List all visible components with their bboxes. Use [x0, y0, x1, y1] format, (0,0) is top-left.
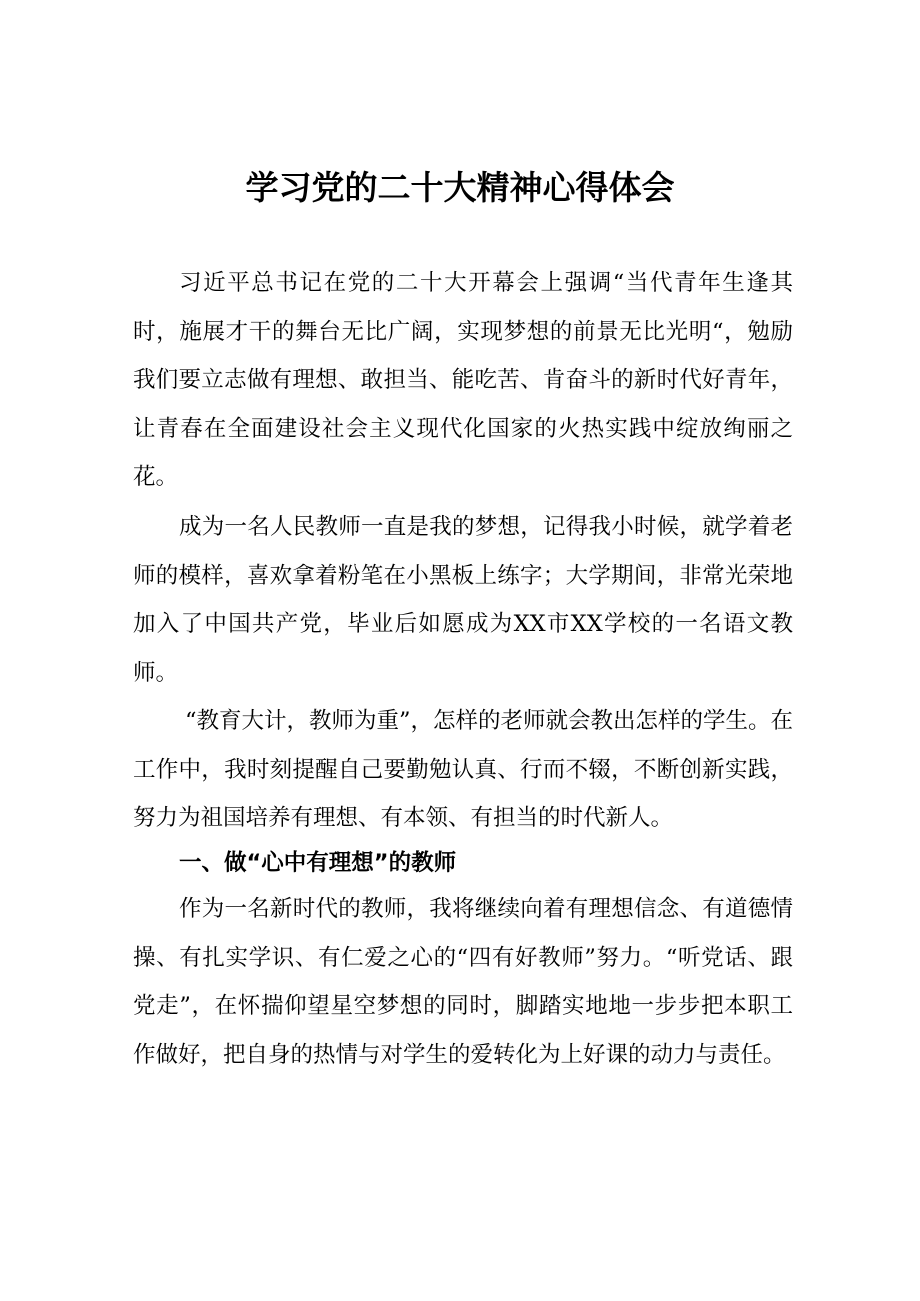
paragraph-education: “教育大计，教师为重”，怎样的老师就会教出怎样的学生。在工作中，我时刻提醒自己要勤勉认真、行而不辍，不断创新实践，努力为祖国培养有理想、有本领、有担当的时代新人。 — [133, 708, 794, 831]
paragraph-intro: 习近平总书记在党的二十大开幕会上强调“当代青年生逢其时，施展才干的舞台无比广阔，实现梦想的前景无比光明“，勉励我们要立志做有理想、敢担当、能吃苦、肯奋斗的新时代好青年，让青春在全面建设社会主义现代化国家的火热实践中绽放绚丽之花。 — [133, 270, 793, 490]
section-heading: 一、做“心中有理想”的教师 — [179, 850, 457, 876]
paragraph-dream: 成为一名人民教师一直是我的梦想，记得我小时候，就学着老师的模样，喜欢拿着粉笔在小黑板上练字；大学期间，非常光荣地加入了中国共产党，毕业后如愿成为XX市XX学校的一名语文教师。 — [133, 514, 793, 686]
document-title: 学习党的二十大精神心得体会 — [245, 168, 675, 207]
section-paragraph: 作为一名新时代的教师，我将继续向着有理想信念、有道德情操、有扎实学识、有仁爱之心的“四有好教师”努力。“听党话、跟党走”，在怀揣仰望星空梦想的同时，脚踏实地地一步步把本职工作做好，把自身的热情与对学生的爱转化为上好课的动力与责任。 — [133, 896, 793, 1068]
